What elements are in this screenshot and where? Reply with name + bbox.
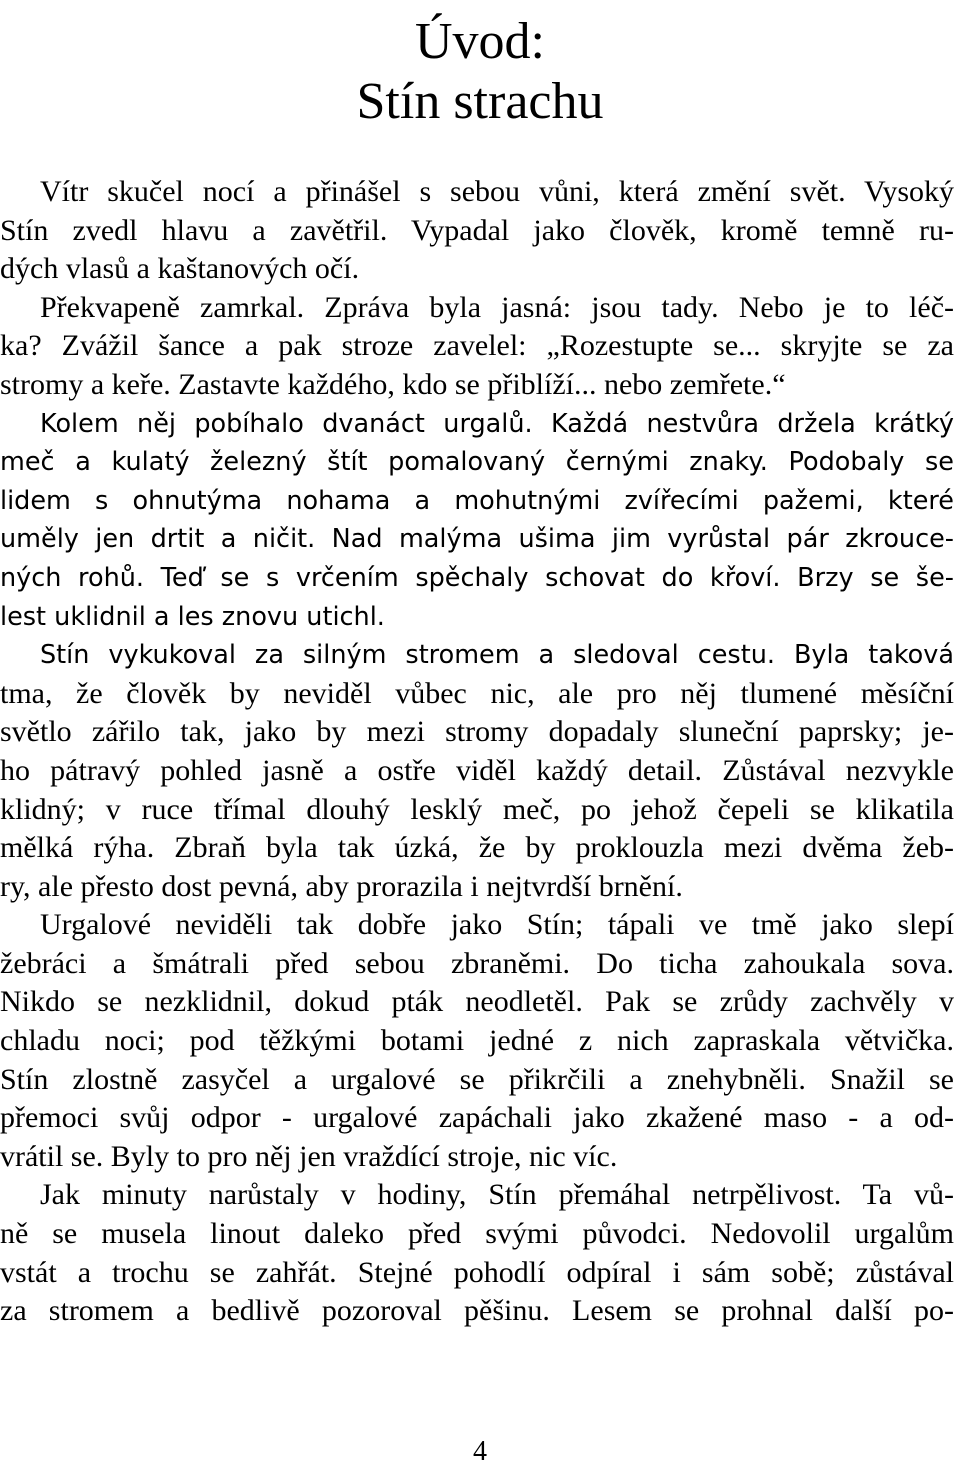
text-line: přemoci svůj odpor - urgalové zapáchali jako zkažené maso - a od-: [0, 1101, 954, 1135]
text-line: Stín zvedl hlavu a zavětřil. Vypadal jako člověk, kromě temně ru-: [0, 213, 954, 247]
text-line: Vítr skučel nocí a přinášel s sebou vůni, která změní svět. Vysoký: [40, 175, 954, 208]
text-line: Jak minuty narůstaly v hodiny, Stín přemáhal netrpělivost. Ta vů-: [40, 1178, 954, 1212]
text-line: Stín zlostně zasyčel a urgalové se přikrčili a znehybněli. Snažil se: [0, 1062, 954, 1096]
text-line: dých vlasů a kaštanových očí.: [0, 252, 360, 286]
text-line: lidem s ohnutýma nohama a mohutnými zvířecími pažemi, které: [0, 485, 954, 516]
text-line: ry, ale přesto dost pevná, aby prorazila i nejtvrdší brnění.: [0, 869, 683, 903]
text-line: uměly jen drtit a ničit. Nad malýma ušima jim vyrůstal pár zkrouce-: [0, 524, 954, 555]
text-line: světlo zářilo tak, jako by mezi stromy dopadaly sluneční paprsky; je-: [0, 715, 954, 749]
text-line: Překvapeně zamrkal. Zpráva byla jasná: jsou tady. Nebo je to léč-: [40, 290, 954, 324]
text-line: ných rohů. Teď se s vrčením spěchaly schovat do křoví. Brzy se še-: [0, 562, 954, 593]
text-line: ka? Zvážil šance a pak stroze zavelel: „Rozestupte se... skryjte se za: [0, 329, 954, 363]
text-line: lest uklidnil a les znovu utichl.: [0, 601, 385, 632]
text-line: klidný; v ruce třímal dlouhý lesklý meč, po jehož čepeli se klikatila: [0, 792, 954, 826]
text-line: za stromem a bedlivě pozoroval pěšinu. Lesem se prohnal další po-: [0, 1294, 954, 1328]
text-line: ně se musela linout daleko před svými původci. Nedovolil urgalům: [0, 1217, 954, 1251]
text-line: meč a kulatý železný štít pomalovaný černými znaky. Podobaly se: [0, 447, 954, 478]
text-line: Stín vykukoval za silným stromem a sledoval cestu. Byla taková: [40, 640, 954, 671]
text-line: mělká rýha. Zbraň byla tak úzká, že by proklouzla mezi dvěma žeb-: [0, 831, 954, 865]
text-line: tma, že člověk by neviděl vůbec nic, ale pro něj tlumené měsíční: [0, 676, 954, 710]
text-line: ho pátravý pohled jasně a ostře viděl každý detail. Zůstával nezvykle: [0, 753, 954, 787]
text-line: vstát a trochu se zahřát. Stejné pohodlí odpíral i sám sobě; zůstával: [0, 1255, 954, 1289]
page-number: 4: [473, 1436, 487, 1467]
text-line: vrátil se. Byly to pro něj jen vraždící stroje, nic víc.: [0, 1139, 618, 1173]
title-line-1: Úvod:: [415, 13, 545, 70]
text-line: stromy a keře. Zastavte každého, kdo se přiblíží... nebo zemřete.“: [0, 367, 786, 401]
text-line: žebráci a šmátrali před sebou zbraněmi. Do ticha zahoukala sova.: [0, 946, 954, 980]
title-line-2: Stín strachu: [356, 73, 604, 130]
body-text: [0, 173, 960, 1331]
text-line: Kolem něj pobíhalo dvanáct urgalů. Každá nestvůra držela krátký: [40, 408, 954, 439]
text-line: Nikdo se nezklidnil, dokud pták neodletěl. Pak se zrůdy zachvěly v: [0, 985, 954, 1019]
text-line: chladu noci; pod těžkými botami jedné z nich zapraskala větvička.: [0, 1024, 954, 1058]
text-line: Urgalové neviděli tak dobře jako Stín; tápali ve tmě jako slepí: [40, 908, 954, 942]
page-title: [0, 12, 960, 132]
